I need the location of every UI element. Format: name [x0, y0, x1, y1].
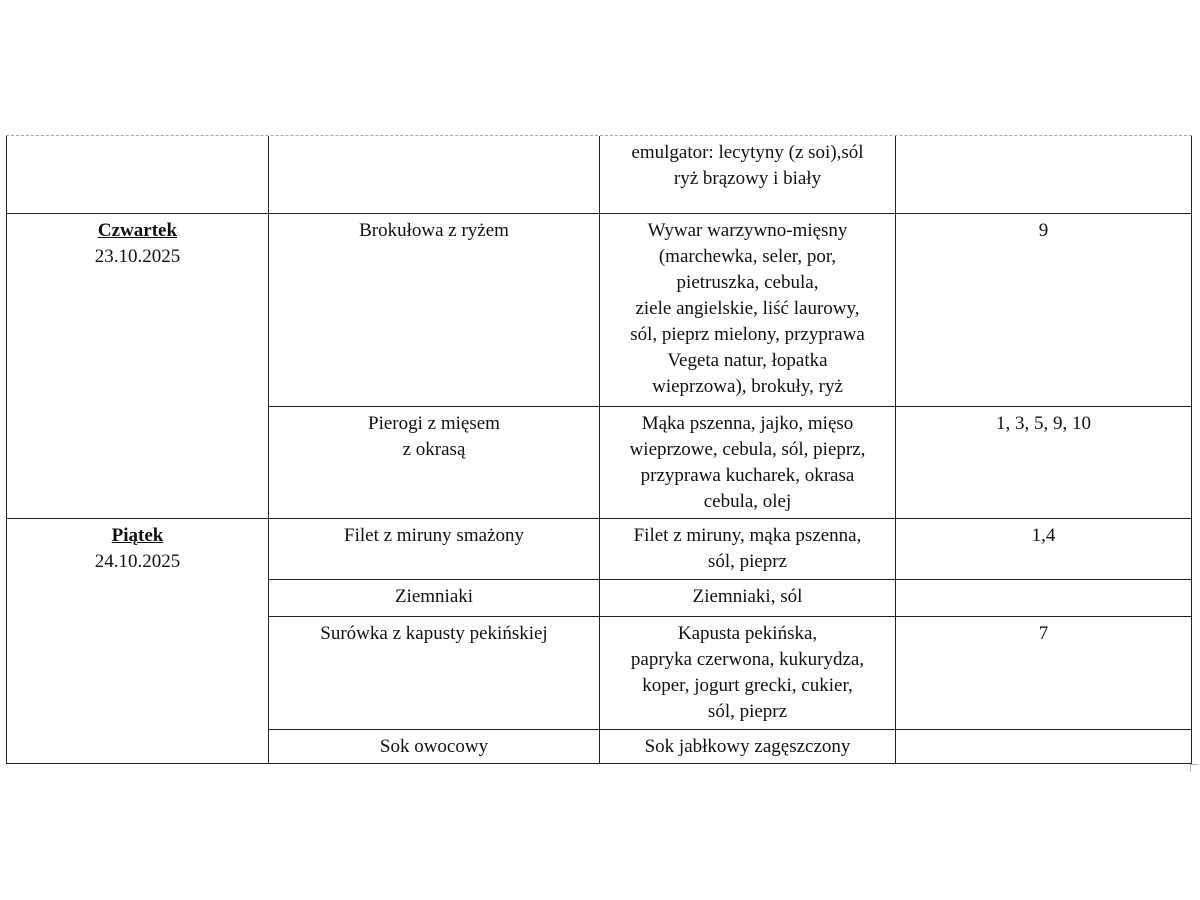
dish-cell-empty: [269, 136, 600, 213]
menu-row: [7, 213, 1192, 406]
continuation-row: [7, 136, 1192, 213]
dish-name: Surówka z kapusty pekińskiej: [269, 616, 600, 729]
menu-row: [7, 518, 1192, 579]
ingredients-cell: Sok jabłkowy zagęszczony: [600, 729, 896, 763]
allergens-cell: [896, 729, 1192, 763]
ingredients-cell: Ziemniaki, sól: [600, 579, 896, 616]
allergens-cell: [896, 136, 1192, 213]
dish-name: Filet z miruny smażony: [269, 518, 600, 579]
allergens-cell: 9: [896, 213, 1192, 406]
ingredients-cell: Wywar warzywno-mięsny (marchewka, seler, por, pietruszka, cebula, ziele angielskie, liść laurowy, sól, pieprz mielony, przyprawa Vegeta natur, łopatka wieprzowa), brokuły, ryż: [600, 213, 896, 406]
day-cell-empty: [7, 136, 269, 213]
dish-name: Brokułowa z ryżem: [269, 213, 600, 406]
allergens-cell: 7: [896, 616, 1192, 729]
allergens-cell: [896, 579, 1192, 616]
ingredients-cell: Mąka pszenna, jajko, mięso wieprzowe, cebula, sól, pieprz, przyprawa kucharek, okrasa cebula, olej: [600, 406, 896, 518]
dish-name: Sok owocowy: [269, 729, 600, 763]
day-cell-czwartek: [7, 213, 269, 518]
ingredients-cell: Kapusta pekińska, papryka czerwona, kukurydza, koper, jogurt grecki, cukier, sól, pieprz: [600, 616, 896, 729]
allergens-cell: 1,4: [896, 518, 1192, 579]
ingredients-cell: emulgator: lecytyny (z soi),sól ryż brązowy i biały: [600, 136, 896, 213]
day-date: 24.10.2025: [94, 550, 181, 572]
day-name: Czwartek: [97, 219, 178, 241]
ingredients-cell: Filet z miruny, mąka pszenna, sól, pieprz: [600, 518, 896, 579]
day-name: Piątek: [111, 524, 164, 546]
dish-name: Pierogi z mięsem z okrasą: [269, 406, 600, 518]
day-date: 23.10.2025: [94, 245, 181, 267]
allergens-cell: 1, 3, 5, 9, 10: [896, 406, 1192, 518]
dish-name: Ziemniaki: [269, 579, 600, 616]
day-cell-piatek: [7, 518, 269, 763]
menu-table: [6, 136, 1192, 764]
page-corner-mark: [1190, 764, 1198, 772]
